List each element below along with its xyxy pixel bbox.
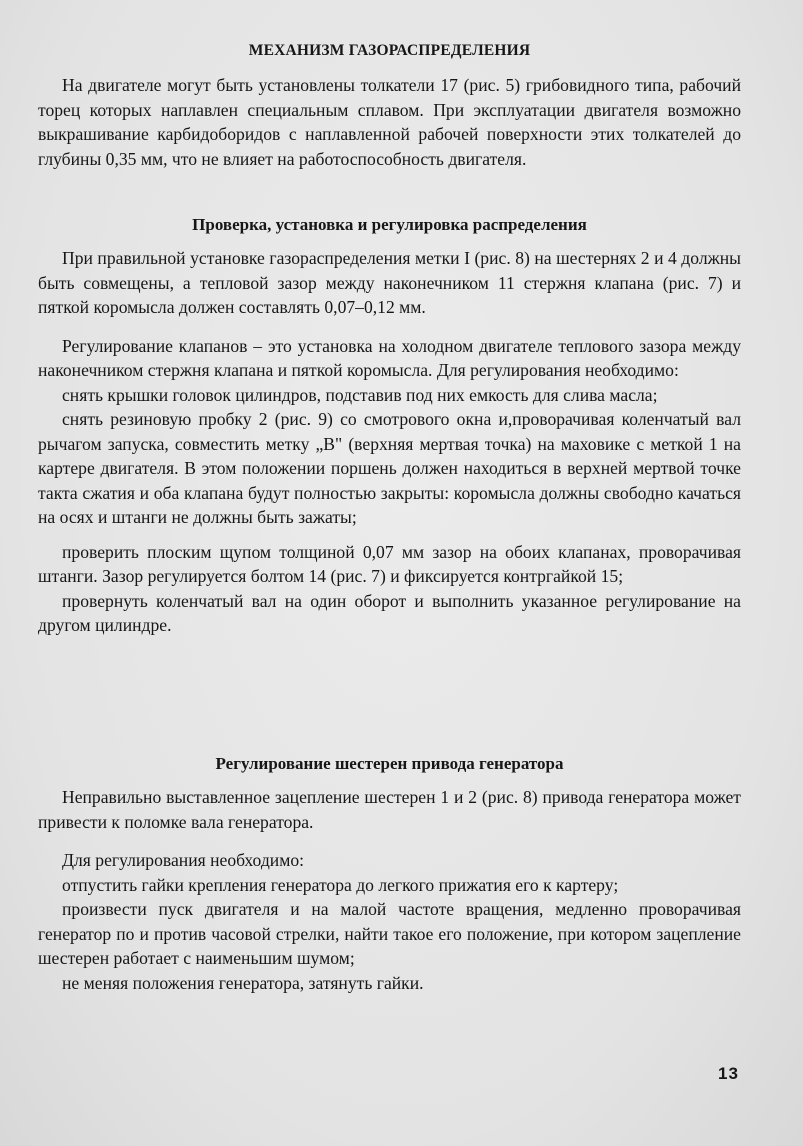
- section2-body: [38, 785, 741, 995]
- section2-step-3: не меняя положения генератора, затянуть гайки.: [62, 972, 424, 993]
- section1-paragraph-2: Регулирование клапанов – это установка на холодном двигателе теплового зазора между наконечником стержня клапана и пяткой коромысла. Для регулирования необходимо:: [38, 335, 741, 380]
- section1-step-3: проверить плоским щупом толщиной 0,07 мм зазор на обоих клапанах, проворачивая штанги. Зазор регулируется болтом 14 (рис. 7) и фиксируется контргайкой 15;: [38, 541, 741, 586]
- section2-step-2: произвести пуск двигателя и на малой частоте вращения, медленно проворачивая генератор по и против часовой стрелки, найти такое его положение, при котором зацепление шестерен работает с наименьшим шумом;: [38, 899, 741, 968]
- section1-paragraph-1: При правильной установке газораспределения метки I (рис. 8) на шестернях 2 и 4 должны быть совмещены, а тепловой зазор между наконечником 11 стержня клапана (рис. 7) и пяткой коромысла должен составлять 0,07–0,12 мм.: [38, 248, 741, 317]
- intro-paragraph: На двигателе могут быть установлены толкатели 17 (рис. 5) грибовидного типа, рабочий торец которых наплавлен специальным сплавом. При эксплуатации двигателя возможно выкрашивание карбидоборидов с наплавленной рабочей поверхности этих толкателей до глубины 0,35 мм, что не влияет на работоспособность двигателя.: [38, 75, 741, 169]
- document-title: МЕХАНИЗМ ГАЗОРАСПРЕДЕЛЕНИЯ: [248, 42, 531, 59]
- section1-body: [38, 246, 741, 638]
- section2-paragraph-1: Неправильно выставленное зацепление шестерен 1 и 2 (рис. 8) привода генератора может привести к поломке вала генератора.: [38, 787, 741, 832]
- intro-paragraph-block: [38, 73, 741, 171]
- section1-step-1: снять крышки головок цилиндров, подставив под них емкость для слива масла;: [62, 384, 658, 405]
- section-heading-valve-timing: Проверка, установка и регулировка распределения: [192, 215, 587, 234]
- section-heading-generator-gears: Регулирование шестерен привода генератора: [215, 754, 564, 773]
- section2-step-1: отпустить гайки крепления генератора до легкого прижатия его к картеру;: [62, 874, 619, 895]
- page-number: 13: [718, 1064, 739, 1083]
- section1-step-4: провернуть коленчатый вал на один оборот и выполнить указанное регулирование на другом цилиндре.: [38, 590, 741, 635]
- section1-step-2: снять резиновую пробку 2 (рис. 9) со смотрового окна и,проворачивая коленчатый вал рычагом запуска, совместить метку „В" (верхняя мертвая точка) на маховике с меткой 1 на картере двигателя. В этом положении поршень должен находиться в верхней мертвой точке такта сжатия и оба клапана будут полностью закрыты: коромысла должны свободно качаться на осях и штанги не должны быть зажаты;: [38, 409, 741, 527]
- section2-paragraph-2: Для регулирования необходимо:: [62, 850, 305, 870]
